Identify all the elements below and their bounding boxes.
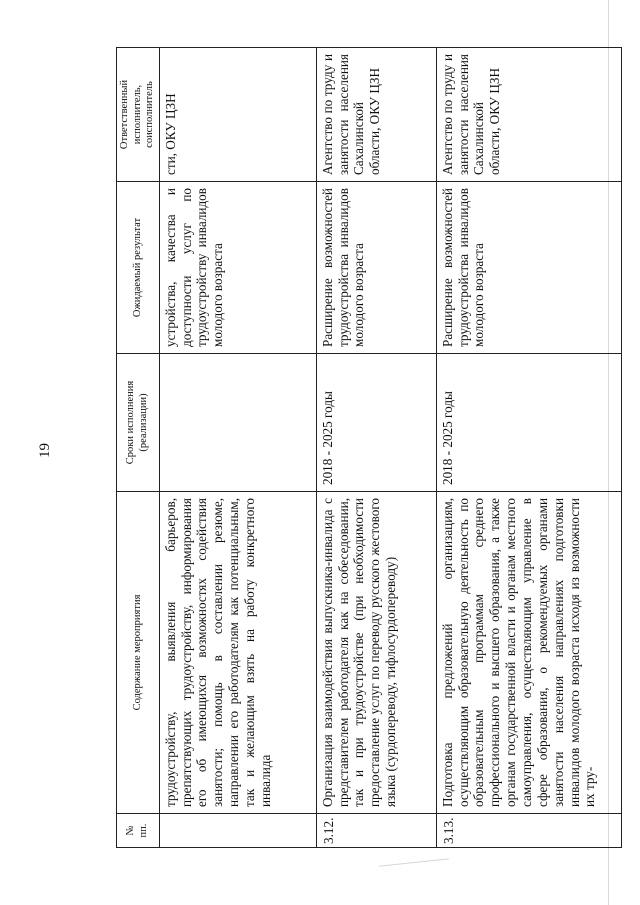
table-row bbox=[316, 48, 436, 848]
header-num: № пп. bbox=[117, 814, 160, 848]
measures-table bbox=[116, 47, 622, 848]
row-num bbox=[159, 814, 316, 848]
row-responsible: Агентство по труду и занятости населения Сахалинской области, ОКУ ЦЗН bbox=[316, 48, 436, 182]
page-number: 19 bbox=[37, 443, 53, 458]
row-num: 3.13. bbox=[436, 814, 621, 848]
row-content: Организация взаимодействия выпускника-инвалида с представителем работодателя как на собеседовании, так и при трудоустройстве (при необходимости предоставление услуг по переводу русского жестового языка (сурдопереводу, тифлосурдопереводу) bbox=[316, 492, 436, 814]
row-result: Расширение возможностей трудоустройства инвалидов молодого возраста bbox=[316, 182, 436, 354]
header-result: Ожидаемый результат bbox=[117, 182, 160, 354]
row-deadline: 2018 - 2025 годы bbox=[436, 354, 621, 492]
header-responsible: Ответственный исполнитель, соисполнитель bbox=[117, 48, 160, 182]
row-content: трудоустройству, выявления барьеров, препятствующих трудоустройству, информирования его об имеющихся возможностях содействия занятости; помощь в составлении резюме, направлении его работодателям как потенциальным, так и желающим взять на работу конкретного инвалида bbox=[159, 492, 316, 814]
table-row bbox=[159, 48, 316, 848]
row-num: 3.12. bbox=[316, 814, 436, 848]
row-result: устройства, качества и доступности услуг по трудоустройству инвалидов молодого возраста bbox=[159, 182, 316, 354]
row-deadline: 2018 - 2025 годы bbox=[316, 354, 436, 492]
row-deadline bbox=[159, 354, 316, 492]
table-header-row bbox=[117, 48, 160, 848]
row-content: Подготовка предложений организациям, осуществляющим образовательную деятельность по образовательным программам среднего профессионального и высшего образования, а также органам государственной власти и органам местного самоуправления, осуществляющим управление в сфере образования, о рекомендуемых органами занятости населения направлениях подготовки инвалидов молодого возраста исходя из возможности их тру- bbox=[436, 492, 621, 814]
rotated-table-wrapper bbox=[116, 48, 603, 848]
header-deadline: Сроки исполнения (реализации) bbox=[117, 354, 160, 492]
scan-artifact-mark bbox=[379, 858, 451, 886]
row-responsible: сти, ОКУ ЦЗН bbox=[159, 48, 316, 182]
header-content: Содержание мероприятия bbox=[117, 492, 160, 814]
row-responsible: Агентство по труду и занятости населения Сахалинской области, ОКУ ЦЗН bbox=[436, 48, 621, 182]
row-result: Расширение возможностей трудоустройства инвалидов молодого возраста bbox=[436, 182, 621, 354]
table-row bbox=[436, 48, 621, 848]
